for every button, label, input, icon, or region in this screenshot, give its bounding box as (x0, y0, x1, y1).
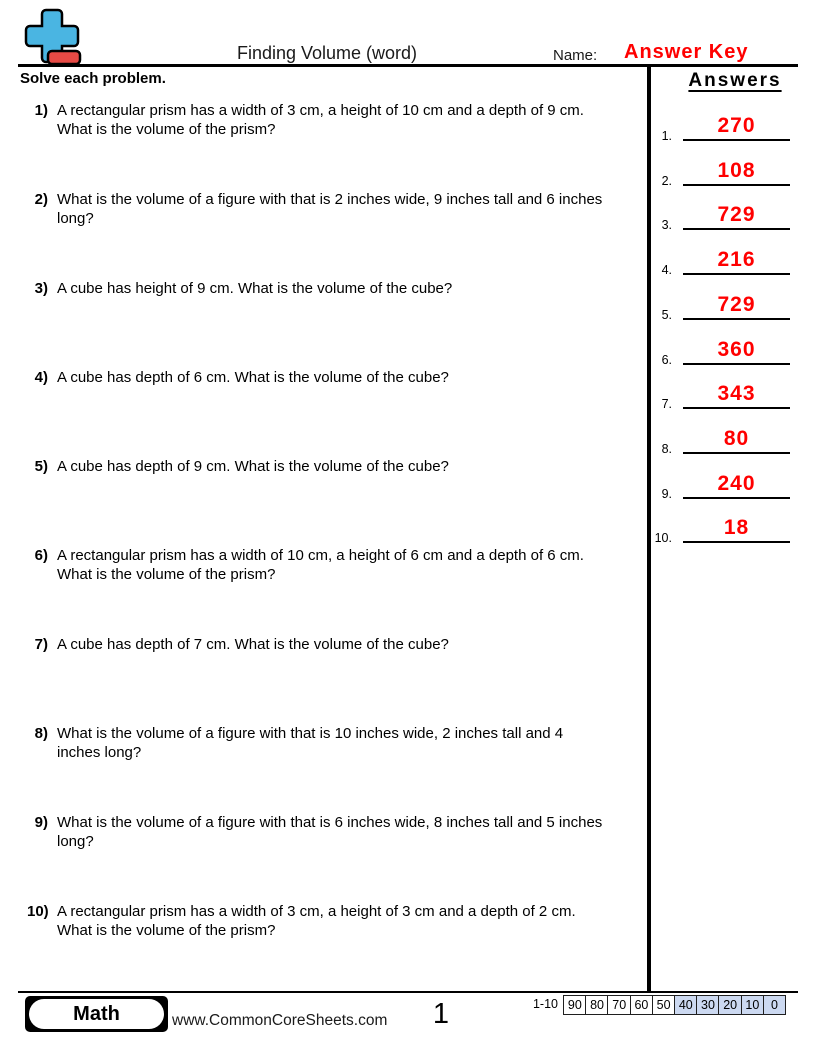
instructions-text: Solve each problem. (20, 70, 166, 87)
commoncoresheets-logo-icon (22, 6, 84, 68)
score-box: 40 (674, 995, 698, 1015)
answer-blank-line (683, 452, 790, 454)
logo-minus-icon (48, 51, 80, 64)
name-label: Name: (553, 47, 598, 64)
question-number: 7) (34, 636, 48, 653)
question-text-line: A rectangular prism has a width of 3 cm, a height of 3 cm and a depth of 2 cm. (57, 903, 576, 920)
answer-blank-line (683, 407, 790, 409)
question-number: 10) (27, 903, 49, 920)
score-box: 60 (630, 995, 654, 1015)
answer-row (648, 203, 793, 233)
answer-number: 8. (661, 441, 672, 456)
question-text-line: inches long? (57, 744, 142, 761)
question-item (27, 813, 639, 851)
question-text-line: What is the volume of a figure with that is 2 inches wide, 9 inches tall and 6 inches (57, 191, 603, 208)
question-text (57, 101, 584, 139)
page-number: 1 (432, 998, 450, 1030)
website-url: www.CommonCoreSheets.com (172, 1012, 388, 1029)
question-number: 1) (34, 102, 48, 119)
answer-blank-line (683, 228, 790, 230)
answers-heading: Answers (688, 70, 782, 91)
score-box: 10 (741, 995, 765, 1015)
question-text (57, 546, 584, 584)
question-text-line: long? (57, 833, 94, 850)
question-text-line: What is the volume of the prism? (57, 121, 276, 138)
answer-row (648, 473, 793, 499)
question-number: 9) (34, 814, 48, 831)
answer-value: 216 (717, 248, 756, 272)
answer-number: 4. (661, 263, 672, 278)
answer-row (648, 294, 793, 320)
answer-row (648, 339, 793, 365)
question-item (27, 635, 639, 654)
answer-blank-line (683, 497, 790, 499)
answer-number: 7. (661, 397, 672, 412)
answer-value: 18 (723, 516, 750, 540)
question-text (57, 279, 452, 298)
answer-number: 1. (661, 129, 672, 143)
question-text-line: What is the volume of the prism? (57, 566, 276, 583)
score-box: 30 (696, 995, 720, 1015)
question-text-line: A cube has depth of 9 cm. What is the volume of the cube? (57, 458, 449, 475)
answer-blank-line (683, 318, 790, 320)
answer-blank-line (683, 184, 790, 186)
answer-row (648, 428, 793, 454)
answer-number: 5. (661, 307, 672, 322)
answer-row (648, 115, 793, 141)
score-box: 50 (652, 995, 676, 1015)
question-item (27, 457, 639, 476)
answer-value: 343 (717, 382, 756, 406)
answer-number: 3. (661, 218, 672, 233)
header-divider (18, 64, 798, 67)
answer-number: 10. (654, 531, 672, 546)
score-box: 20 (718, 995, 742, 1015)
page-title: Finding Volume (word) (236, 43, 418, 63)
question-item (27, 101, 639, 139)
answer-value: 108 (717, 158, 756, 182)
score-strip (563, 995, 786, 1015)
question-text (57, 635, 449, 654)
answer-value: 360 (717, 337, 756, 361)
question-text-line: A rectangular prism has a width of 3 cm, a height of 10 cm and a depth of 9 cm. (57, 102, 584, 119)
answer-row (648, 382, 793, 412)
answer-number: 9. (661, 486, 672, 501)
question-text (57, 902, 576, 940)
subject-badge-label: Math (29, 999, 164, 1029)
answer-value: 240 (717, 471, 756, 495)
question-item (27, 902, 639, 940)
question-number: 4) (34, 369, 48, 386)
answer-blank-line (683, 363, 790, 365)
question-number: 3) (34, 280, 48, 297)
answer-value: 80 (723, 426, 750, 450)
question-number: 8) (34, 725, 48, 742)
question-item (27, 546, 639, 584)
name-value-answer-key: Answer Key (624, 41, 749, 63)
answer-value: 270 (717, 114, 756, 137)
score-box: 80 (585, 995, 609, 1015)
question-text (57, 190, 602, 228)
question-item (27, 724, 639, 762)
answer-row (648, 516, 793, 546)
question-text-line: A rectangular prism has a width of 10 cm, a height of 6 cm and a depth of 6 cm. (57, 547, 584, 564)
score-box: 90 (563, 995, 587, 1015)
answer-number: 2. (661, 173, 672, 188)
question-text (57, 724, 563, 762)
question-item (27, 368, 639, 387)
answer-row (648, 248, 793, 278)
answer-blank-line (683, 541, 790, 543)
question-text-line: A cube has depth of 7 cm. What is the volume of the cube? (57, 636, 449, 653)
question-text-line: What is the volume of the prism? (57, 922, 276, 939)
question-text-line: A cube has height of 9 cm. What is the volume of the cube? (57, 280, 453, 297)
subject-badge (25, 996, 168, 1032)
question-number: 6) (34, 547, 48, 564)
question-text (57, 368, 449, 387)
question-item (27, 279, 639, 298)
score-range-label: 1-10 (532, 997, 558, 1011)
score-box: 0 (763, 995, 787, 1015)
question-text (57, 457, 449, 476)
answer-value: 729 (717, 292, 756, 316)
answer-value: 729 (717, 203, 756, 227)
question-text-line: long? (57, 210, 94, 227)
question-text-line: What is the volume of a figure with that is 10 inches wide, 2 inches tall and 4 (57, 725, 564, 742)
question-item (27, 190, 639, 228)
score-box: 70 (607, 995, 631, 1015)
footer-divider (18, 991, 798, 993)
answer-blank-line (683, 273, 790, 275)
question-text-line: What is the volume of a figure with that is 6 inches wide, 8 inches tall and 5 inches (57, 814, 603, 831)
answer-blank-line (683, 139, 790, 141)
answer-number: 6. (661, 352, 672, 367)
question-text-line: A cube has depth of 6 cm. What is the volume of the cube? (57, 369, 449, 386)
answer-row (648, 160, 793, 186)
question-text (57, 813, 602, 851)
question-number: 5) (34, 458, 48, 475)
question-number: 2) (34, 191, 48, 208)
